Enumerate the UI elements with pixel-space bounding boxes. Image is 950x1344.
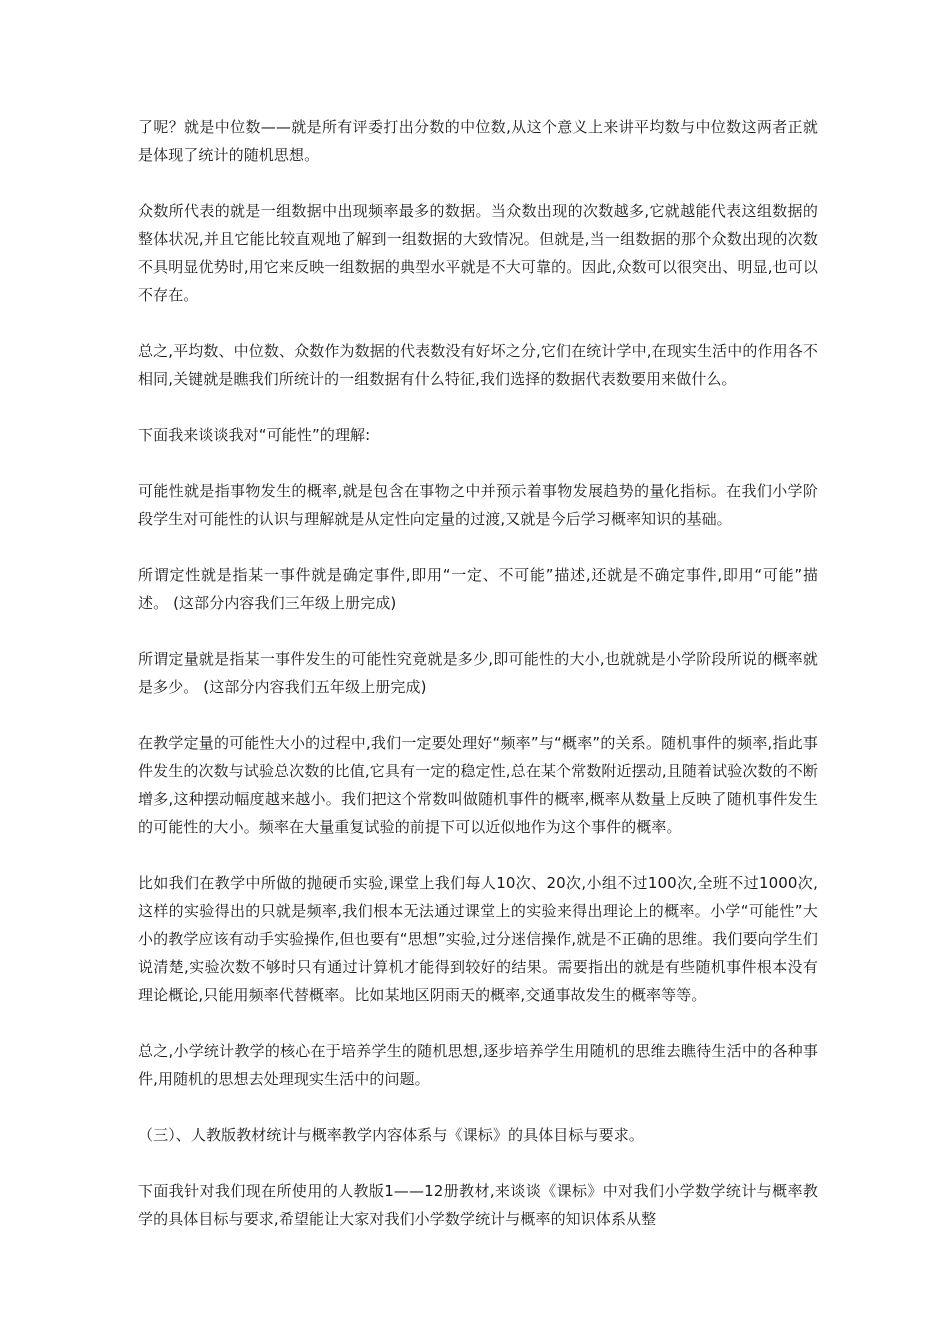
paragraph-qualitative: 所谓定性就是指某一事件就是确定事件,即用“一定、不可能”描述,还就是不确定事件,即用“可能”描述。 (这部分内容我们三年级上册完成) bbox=[138, 566, 818, 612]
paragraph-frequency-probability: 在教学定量的可能性大小的过程中,我们一定要处理好“频率”与“概率”的关系。随机事件的频率,指此事件发生的次数与试验总次数的比值,它具有一定的稳定性,总在某个常数附近摆动,且随着试验次数的不断增多,这种摆动幅度越来越小。我们把这个常数叫做随机事件的概率,概率从数量上反映了随机事件发生的可能性的大小。频率在大量重复试验的前提下可以近似地作为这个事件的概率。 bbox=[138, 734, 818, 836]
paragraph-possibility-intro: 下面我来谈谈我对“可能性”的理解: bbox=[138, 426, 371, 444]
paragraph-possibility-definition: 可能性就是指事物发生的概率,就是包含在事物之中并预示着事物发展趋势的量化指标。在我们小学阶段学生对可能性的认识与理解就是从定性向定量的过渡,又就是今后学习概率知识的基础。 bbox=[138, 482, 818, 528]
paragraph-summary-statistics: 总之,小学统计教学的核心在于培养学生的随机思想,逐步培养学生用随机的思维去瞧待生活中的各种事件,用随机的思想去处理现实生活中的问题。 bbox=[138, 1042, 818, 1088]
paragraph-mode: 众数所代表的就是一组数据中出现频率最多的数据。当众数出现的次数越多,它就越能代表这组数据的整体状况,并且它能比较直观地了解到一组数据的大致情况。但就是,当一组数据的那个众数出现的次数不具明显优势时,用它来反映一组数据的典型水平就是不大可靠的。因此,众数可以很突出、明显,也可以不存在。 bbox=[138, 202, 818, 304]
paragraph-textbook-goals: 下面我针对我们现在所使用的人教版1——12册教材,来谈谈《课标》中对我们小学数学统计与概率教学的具体目标与要求,希望能让大家对我们小学数学统计与概率的知识体系从整 bbox=[138, 1182, 818, 1228]
paragraph-quantitative: 所谓定量就是指某一事件发生的可能性究竟就是多少,即可能性的大小,也就就是小学阶段所说的概率就是多少。 (这部分内容我们五年级上册完成) bbox=[138, 650, 818, 696]
document-body bbox=[138, 113, 818, 1233]
paragraph-median-randomness: 了呢？就是中位数——就是所有评委打出分数的中位数,从这个意义上来讲平均数与中位数这两者正就是体现了统计的随机思想。 bbox=[138, 118, 818, 164]
paragraph-summary-averages: 总之,平均数、中位数、众数作为数据的代表数没有好坏之分,它们在统计学中,在现实生活中的作用各不相同,关键就是瞧我们所统计的一组数据有什么特征,我们选择的数据代表数要用来做什么。 bbox=[138, 342, 818, 388]
paragraph-coin-experiment: 比如我们在教学中所做的抛硬币实验,课堂上我们每人10次、20次,小组不过100次,全班不过1000次,这样的实验得出的只就是频率,我们根本无法通过课堂上的实验来得出理论上的概率。小学“可能性”大小的教学应该有动手实验操作,但也要有“思想”实验,过分迷信操作,就是不正确的思维。我们要向学生们说清楚,实验次数不够时只有通过计算机才能得到较好的结果。需要指出的就是有些随机事件根本没有理论概论,只能用频率代替概率。比如某地区阴雨天的概率,交通事故发生的概率等等。 bbox=[138, 874, 818, 1004]
section-heading-three: （三）、人教版教材统计与概率教学内容体系与《课标》的具体目标与要求。 bbox=[138, 1126, 644, 1144]
